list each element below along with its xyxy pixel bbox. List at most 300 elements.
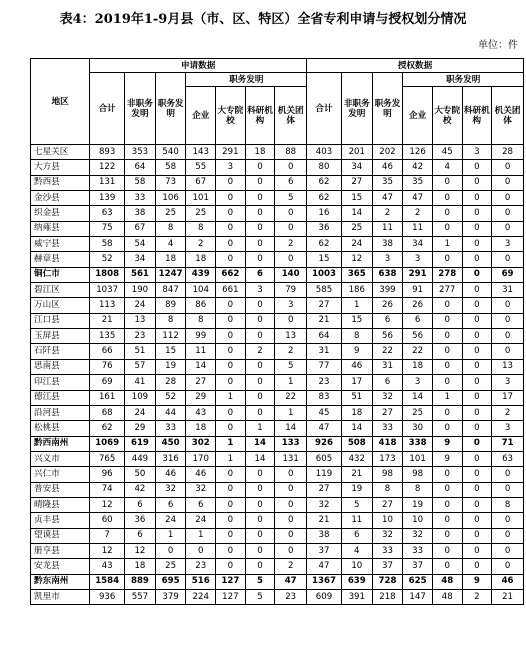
value-cell: 0: [492, 252, 524, 267]
value-cell: 32: [155, 482, 186, 497]
value-cell: 936: [90, 589, 125, 604]
value-cell: 91: [403, 283, 433, 298]
value-cell: 1: [432, 237, 462, 252]
value-cell: 18: [245, 145, 275, 160]
value-cell: 62: [307, 175, 342, 190]
value-cell: 0: [245, 390, 275, 405]
value-cell: 0: [216, 528, 246, 543]
value-cell: 23: [275, 589, 307, 604]
value-cell: 9: [432, 451, 462, 466]
table-row: [31, 191, 524, 206]
value-cell: 1247: [155, 267, 186, 282]
table-row: [31, 221, 524, 236]
value-cell: 202: [372, 145, 403, 160]
unit-label: 单位：件: [478, 40, 518, 51]
table-row: [31, 344, 524, 359]
value-cell: 926: [307, 436, 342, 451]
value-cell: 0: [492, 467, 524, 482]
region-name-cell: 印江县: [31, 375, 90, 390]
value-cell: 0: [462, 221, 492, 236]
value-cell: 63: [90, 206, 125, 221]
value-cell: 22: [275, 390, 307, 405]
value-cell: 10: [403, 513, 433, 528]
value-cell: 0: [245, 528, 275, 543]
value-cell: 0: [492, 313, 524, 328]
value-cell: 0: [462, 237, 492, 252]
value-cell: 15: [341, 313, 372, 328]
value-cell: 0: [216, 313, 246, 328]
value-cell: 66: [90, 344, 125, 359]
value-cell: 847: [155, 283, 186, 298]
value-cell: 2: [462, 589, 492, 604]
value-cell: 4: [155, 237, 186, 252]
header-app-total: 合计: [90, 73, 125, 145]
value-cell: 3: [492, 421, 524, 436]
region-name-cell: 赫章县: [31, 252, 90, 267]
value-cell: 104: [186, 283, 216, 298]
value-cell: 62: [307, 237, 342, 252]
value-cell: 69: [492, 267, 524, 282]
value-cell: 1: [341, 298, 372, 313]
value-cell: 9: [462, 574, 492, 589]
region-name-cell: 望谟县: [31, 528, 90, 543]
table-row: [31, 513, 524, 528]
value-cell: 3: [462, 145, 492, 160]
value-cell: 47: [307, 559, 342, 574]
value-cell: 18: [403, 359, 433, 374]
region-name-cell: 金沙县: [31, 191, 90, 206]
value-cell: 0: [245, 543, 275, 558]
value-cell: 1037: [90, 283, 125, 298]
value-cell: 0: [462, 329, 492, 344]
value-cell: 0: [216, 359, 246, 374]
value-cell: 291: [216, 145, 246, 160]
value-cell: 2: [186, 237, 216, 252]
value-cell: 0: [245, 497, 275, 512]
value-cell: 316: [155, 451, 186, 466]
value-cell: 0: [432, 329, 462, 344]
table-row: [31, 589, 524, 604]
value-cell: 0: [492, 191, 524, 206]
value-cell: 291: [403, 267, 433, 282]
value-cell: 0: [432, 513, 462, 528]
value-cell: 44: [155, 405, 186, 420]
value-cell: 89: [155, 298, 186, 313]
table-row: [31, 375, 524, 390]
value-cell: 0: [275, 513, 307, 528]
table-row: [31, 421, 524, 436]
value-cell: 0: [432, 528, 462, 543]
value-cell: 47: [307, 421, 342, 436]
value-cell: 0: [245, 175, 275, 190]
value-cell: 62: [307, 191, 342, 206]
value-cell: 0: [432, 206, 462, 221]
value-cell: 52: [90, 252, 125, 267]
table-row: [31, 237, 524, 252]
value-cell: 0: [245, 298, 275, 313]
header-app-research: 科研机构: [245, 87, 275, 145]
value-cell: 109: [125, 390, 156, 405]
value-cell: 19: [341, 482, 372, 497]
header-grant-research: 科研机构: [462, 87, 492, 145]
value-cell: 27: [341, 175, 372, 190]
region-name-cell: 凯里市: [31, 589, 90, 604]
region-name-cell: 铜仁市: [31, 267, 90, 282]
value-cell: 0: [462, 421, 492, 436]
value-cell: 0: [216, 375, 246, 390]
value-cell: 695: [155, 574, 186, 589]
value-cell: 19: [155, 359, 186, 374]
value-cell: 0: [245, 313, 275, 328]
value-cell: 67: [125, 221, 156, 236]
value-cell: 112: [155, 329, 186, 344]
region-name-cell: 沿河县: [31, 405, 90, 420]
value-cell: 50: [125, 467, 156, 482]
value-cell: 51: [341, 390, 372, 405]
value-cell: 6: [125, 497, 156, 512]
value-cell: 127: [216, 574, 246, 589]
table-row: [31, 329, 524, 344]
value-cell: 14: [341, 206, 372, 221]
value-cell: 74: [90, 482, 125, 497]
value-cell: 122: [90, 160, 125, 175]
value-cell: 14: [275, 421, 307, 436]
value-cell: 0: [492, 298, 524, 313]
table-row: [31, 436, 524, 451]
value-cell: 0: [245, 482, 275, 497]
value-cell: 0: [462, 467, 492, 482]
value-cell: 278: [432, 267, 462, 282]
value-cell: 0: [462, 436, 492, 451]
value-cell: 0: [462, 175, 492, 190]
value-cell: 126: [403, 145, 433, 160]
value-cell: 8: [186, 313, 216, 328]
value-cell: 173: [372, 451, 403, 466]
value-cell: 0: [492, 175, 524, 190]
value-cell: 56: [403, 329, 433, 344]
header-app-non-service: 非职务发明: [125, 73, 156, 145]
table-row: [31, 451, 524, 466]
value-cell: 17: [341, 375, 372, 390]
table-row: [31, 145, 524, 160]
region-name-cell: 大方县: [31, 160, 90, 175]
value-cell: 0: [492, 329, 524, 344]
value-cell: 131: [275, 451, 307, 466]
table-row: [31, 313, 524, 328]
header-grant-non-service: 非职务发明: [341, 73, 372, 145]
table-header: [31, 59, 524, 145]
value-cell: 0: [216, 221, 246, 236]
value-cell: 0: [275, 206, 307, 221]
value-cell: 0: [216, 329, 246, 344]
value-cell: 0: [216, 191, 246, 206]
value-cell: 13: [125, 313, 156, 328]
value-cell: 5: [341, 497, 372, 512]
table-row: [31, 467, 524, 482]
value-cell: 8: [155, 313, 186, 328]
value-cell: 143: [186, 145, 216, 160]
value-cell: 101: [403, 451, 433, 466]
value-cell: 38: [125, 206, 156, 221]
value-cell: 432: [341, 451, 372, 466]
value-cell: 77: [307, 359, 342, 374]
header-region: 地区: [31, 59, 90, 145]
value-cell: 83: [307, 390, 342, 405]
table-row: [31, 528, 524, 543]
value-cell: 0: [275, 160, 307, 175]
table-row: [31, 497, 524, 512]
value-cell: 0: [275, 543, 307, 558]
value-cell: 0: [462, 513, 492, 528]
value-cell: 2: [275, 344, 307, 359]
value-cell: 0: [216, 497, 246, 512]
value-cell: 21: [492, 589, 524, 604]
region-name-cell: 石阡县: [31, 344, 90, 359]
value-cell: 68: [90, 405, 125, 420]
value-cell: 6: [372, 313, 403, 328]
value-cell: 13: [492, 359, 524, 374]
value-cell: 88: [275, 145, 307, 160]
value-cell: 73: [155, 175, 186, 190]
value-cell: 29: [186, 390, 216, 405]
value-cell: 32: [372, 390, 403, 405]
value-cell: 26: [403, 298, 433, 313]
table-row: [31, 574, 524, 589]
value-cell: 0: [186, 543, 216, 558]
value-cell: 11: [403, 221, 433, 236]
value-cell: 14: [245, 451, 275, 466]
value-cell: 1584: [90, 574, 125, 589]
value-cell: 0: [462, 451, 492, 466]
value-cell: 31: [307, 344, 342, 359]
value-cell: 224: [186, 589, 216, 604]
value-cell: 0: [275, 482, 307, 497]
value-cell: 21: [307, 513, 342, 528]
value-cell: 32: [403, 528, 433, 543]
value-cell: 0: [462, 482, 492, 497]
value-cell: 765: [90, 451, 125, 466]
value-cell: 302: [186, 436, 216, 451]
value-cell: 1: [432, 390, 462, 405]
value-cell: 42: [403, 160, 433, 175]
table-row: [31, 206, 524, 221]
value-cell: 609: [307, 589, 342, 604]
region-name-cell: 思南县: [31, 359, 90, 374]
table-row: [31, 543, 524, 558]
value-cell: 21: [341, 467, 372, 482]
value-cell: 86: [186, 298, 216, 313]
value-cell: 37: [403, 559, 433, 574]
header-app-service: 职务发明: [155, 73, 186, 145]
value-cell: 38: [372, 237, 403, 252]
value-cell: 2: [492, 405, 524, 420]
value-cell: 1: [155, 528, 186, 543]
table-row: [31, 559, 524, 574]
value-cell: 0: [462, 559, 492, 574]
value-cell: 439: [186, 267, 216, 282]
value-cell: 1: [216, 436, 246, 451]
value-cell: 1: [186, 528, 216, 543]
header-grant-agency: 机关团体: [492, 87, 524, 145]
value-cell: 0: [492, 344, 524, 359]
value-cell: 3: [216, 160, 246, 175]
value-cell: 6: [186, 497, 216, 512]
value-cell: 0: [492, 160, 524, 175]
value-cell: 540: [155, 145, 186, 160]
value-cell: 51: [125, 344, 156, 359]
value-cell: 0: [245, 359, 275, 374]
value-cell: 0: [462, 344, 492, 359]
value-cell: 46: [155, 467, 186, 482]
value-cell: 625: [403, 574, 433, 589]
value-cell: 0: [462, 298, 492, 313]
value-cell: 28: [492, 145, 524, 160]
value-cell: 42: [125, 482, 156, 497]
value-cell: 0: [432, 344, 462, 359]
value-cell: 0: [245, 375, 275, 390]
region-name-cell: 贞丰县: [31, 513, 90, 528]
value-cell: 6: [372, 375, 403, 390]
value-cell: 0: [245, 252, 275, 267]
value-cell: 0: [462, 390, 492, 405]
value-cell: 10: [341, 559, 372, 574]
value-cell: 561: [125, 267, 156, 282]
value-cell: 147: [403, 589, 433, 604]
value-cell: 140: [275, 267, 307, 282]
value-cell: 58: [90, 237, 125, 252]
value-cell: 3: [403, 375, 433, 390]
value-cell: 1: [216, 451, 246, 466]
value-cell: 71: [492, 436, 524, 451]
value-cell: 17: [492, 390, 524, 405]
value-cell: 48: [432, 589, 462, 604]
value-cell: 25: [155, 206, 186, 221]
region-name-cell: 安龙县: [31, 559, 90, 574]
value-cell: 29: [125, 421, 156, 436]
value-cell: 1808: [90, 267, 125, 282]
value-cell: 170: [186, 451, 216, 466]
value-cell: 46: [341, 359, 372, 374]
value-cell: 6: [125, 528, 156, 543]
value-cell: 0: [245, 221, 275, 236]
value-cell: 62: [90, 421, 125, 436]
value-cell: 18: [341, 405, 372, 420]
value-cell: 15: [155, 344, 186, 359]
value-cell: 8: [403, 482, 433, 497]
value-cell: 0: [432, 221, 462, 236]
value-cell: 23: [125, 329, 156, 344]
value-cell: 7: [90, 528, 125, 543]
value-cell: 64: [125, 160, 156, 175]
region-name-cell: 普安县: [31, 482, 90, 497]
value-cell: 36: [307, 221, 342, 236]
value-cell: 5: [275, 191, 307, 206]
value-cell: 0: [216, 237, 246, 252]
value-cell: 13: [275, 329, 307, 344]
header-app-university: 大专院校: [216, 87, 246, 145]
value-cell: 36: [125, 513, 156, 528]
value-cell: 0: [216, 421, 246, 436]
value-cell: 4: [341, 543, 372, 558]
value-cell: 32: [372, 528, 403, 543]
value-cell: 0: [462, 375, 492, 390]
header-grant-total: 合计: [307, 73, 342, 145]
value-cell: 14: [186, 359, 216, 374]
value-cell: 38: [307, 528, 342, 543]
value-cell: 18: [155, 252, 186, 267]
value-cell: 133: [275, 436, 307, 451]
value-cell: 0: [462, 313, 492, 328]
value-cell: 15: [341, 191, 372, 206]
value-cell: 56: [372, 329, 403, 344]
value-cell: 52: [155, 390, 186, 405]
value-cell: 80: [307, 160, 342, 175]
value-cell: 557: [125, 589, 156, 604]
value-cell: 0: [216, 252, 246, 267]
value-cell: 0: [492, 543, 524, 558]
value-cell: 0: [245, 237, 275, 252]
value-cell: 3: [245, 283, 275, 298]
value-cell: 12: [90, 543, 125, 558]
value-cell: 2: [275, 559, 307, 574]
table-row: [31, 405, 524, 420]
value-cell: 23: [307, 375, 342, 390]
region-name-cell: 织金县: [31, 206, 90, 221]
table-row: [31, 359, 524, 374]
value-cell: 0: [275, 313, 307, 328]
value-cell: 161: [90, 390, 125, 405]
value-cell: 0: [492, 206, 524, 221]
region-name-cell: 黔东南州: [31, 574, 90, 589]
region-name-cell: 碧江区: [31, 283, 90, 298]
value-cell: 3: [372, 252, 403, 267]
table-title: 表4：2019年1-9月县（市、区、特区）全省专利申请与授权划分情况: [59, 12, 467, 27]
value-cell: 14: [245, 436, 275, 451]
value-cell: 403: [307, 145, 342, 160]
value-cell: 0: [492, 528, 524, 543]
value-cell: 46: [492, 574, 524, 589]
value-cell: 0: [432, 313, 462, 328]
value-cell: 2: [275, 237, 307, 252]
value-cell: 0: [275, 252, 307, 267]
value-cell: 33: [372, 421, 403, 436]
value-cell: 0: [245, 206, 275, 221]
value-cell: 0: [245, 513, 275, 528]
value-cell: 24: [125, 298, 156, 313]
value-cell: 33: [372, 543, 403, 558]
region-name-cell: 德江县: [31, 390, 90, 405]
value-cell: 0: [216, 175, 246, 190]
table-body: [31, 145, 524, 605]
value-cell: 0: [462, 252, 492, 267]
value-cell: 338: [403, 436, 433, 451]
value-cell: 218: [372, 589, 403, 604]
value-cell: 5: [245, 589, 275, 604]
value-cell: 43: [90, 559, 125, 574]
value-cell: 6: [155, 497, 186, 512]
region-name-cell: 晴隆县: [31, 497, 90, 512]
value-cell: 3: [492, 237, 524, 252]
value-cell: 27: [307, 482, 342, 497]
value-cell: 21: [90, 313, 125, 328]
value-cell: 1: [275, 375, 307, 390]
value-cell: 37: [372, 559, 403, 574]
value-cell: 47: [403, 191, 433, 206]
value-cell: 1: [245, 421, 275, 436]
value-cell: 18: [186, 252, 216, 267]
value-cell: 34: [403, 237, 433, 252]
value-cell: 47: [372, 191, 403, 206]
